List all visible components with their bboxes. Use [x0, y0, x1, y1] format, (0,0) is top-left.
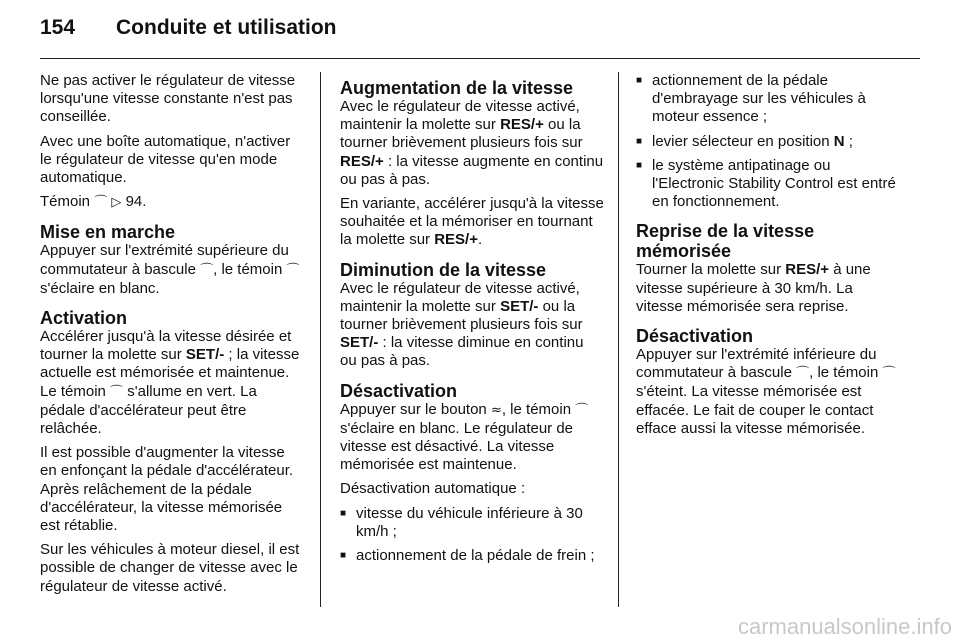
- paragraph: Il est possible d'augmenter la vitesse en enfonçant la pédale d'accélérateur. Après relâchement de la pédale d'accélérateur, la vitesse mémorisée est rétablie.: [40, 444, 294, 535]
- paragraph: Tourner la molette sur RES/+ à une vitesse supérieure à 30 km/h. La vitesse mémorisée sera reprise.: [636, 261, 871, 315]
- cruise-control-icon: ⌒: [286, 262, 300, 278]
- bullet-list: [636, 72, 902, 211]
- paragraph: Sur les véhicules à moteur diesel, il est possible de changer de vitesse avec le régulateur de vitesse activé.: [40, 541, 300, 595]
- column-3: [636, 72, 902, 444]
- paragraph: Avec le régulateur de vitesse activé, maintenir la molette sur SET/- ou la tourner brièvement plusieurs fois sur SET/- : la vitesse diminue en continu ou pas à pas.: [340, 279, 584, 370]
- paragraph: Désactivation automatique :: [340, 480, 526, 498]
- cruise-control-icon: ⌒: [110, 384, 124, 400]
- list-item: ■ actionnement de la pédale de frein ;: [340, 547, 604, 565]
- paragraph: Témoin ⌒ ▷ 94.: [40, 193, 147, 211]
- heading-mise-en-marche: Mise en marche: [40, 222, 176, 243]
- reference-arrow-icon[interactable]: ▷: [111, 195, 122, 211]
- paragraph: Appuyer sur l'extrémité supérieure du commutateur à bascule ⌒, le témoin ⌒ s'éclaire en blanc.: [40, 242, 300, 297]
- heading-desactivation: Désactivation: [340, 380, 458, 401]
- paragraph: Avec une boîte automatique, n'activer le régulateur de vitesse qu'en mode automatique.: [40, 132, 291, 187]
- list-item: ■ le système antipatinage ou l'Electronic Stability Control est entré en fonctionnement.: [636, 157, 902, 212]
- paragraph: Appuyer sur le bouton ≈, le témoin ⌒ s'éclaire en blanc. Le régulateur de vitesse est désactivé. La vitesse mémorisée est maintenue.: [340, 400, 589, 474]
- watermark: carmanualsonline.info: [737, 614, 952, 639]
- heading-diminution: Diminution de la vitesse: [340, 259, 547, 280]
- heading-reprise: Reprise de la vitesse mémorisée: [636, 221, 815, 262]
- list-item: ■ actionnement de la pédale d'embrayage sur les véhicules à moteur essence ;: [636, 72, 902, 127]
- cruise-control-icon: ⌒: [882, 366, 896, 382]
- cruise-control-icon: ⌒: [94, 195, 108, 211]
- paragraph: Accélérer jusqu'à la vitesse désirée et tourner la molette sur SET/- ; la vitesse actuelle est mémorisée et maintenue. Le témoin ⌒ s'allume en vert. La pédale d'accélérateur peut être relâchée.: [40, 328, 300, 438]
- column-divider: [320, 72, 321, 607]
- cancel-wave-icon: ≈: [490, 402, 502, 418]
- cruise-control-icon: ⌒: [575, 402, 589, 418]
- column-2: [340, 78, 604, 571]
- header-rule: [40, 58, 920, 59]
- heading-desactivation-2: Désactivation: [636, 326, 754, 347]
- bullet-list: [340, 505, 604, 566]
- cruise-control-icon: ⌒: [200, 262, 214, 278]
- paragraph: Avec le régulateur de vitesse activé, maintenir la molette sur RES/+ ou la tourner brièvement plusieurs fois sur RES/+ : la vitesse augmente en continu ou pas à pas.: [340, 98, 604, 188]
- page-header: [40, 16, 337, 40]
- heading-augmentation: Augmentation de la vitesse: [340, 78, 574, 98]
- heading-activation: Activation: [40, 308, 128, 329]
- chapter-title: Conduite et utilisation: [116, 16, 337, 39]
- list-item: ■ levier sélecteur en position N ;: [636, 133, 902, 151]
- page-number: 154: [40, 16, 76, 39]
- paragraph: Ne pas activer le régulateur de vitesse lorsqu'une vitesse constante n'est pas conseillée.: [40, 72, 296, 126]
- paragraph: En variante, accélérer jusqu'à la vitesse souhaitée et la mémoriser en tournant la molette sur RES/+.: [340, 195, 604, 249]
- paragraph: Appuyer sur l'extrémité inférieure du commutateur à bascule ⌒, le témoin ⌒ s'éteint. La vitesse mémorisée est effacée. Le fait de couper le contact efface aussi la vitesse mémorisée.: [636, 346, 896, 437]
- column-divider: [618, 72, 619, 607]
- column-1: [40, 72, 304, 602]
- list-item: ■ vitesse du véhicule inférieure à 30 km/h ;: [340, 505, 604, 541]
- cruise-control-icon: ⌒: [796, 366, 810, 382]
